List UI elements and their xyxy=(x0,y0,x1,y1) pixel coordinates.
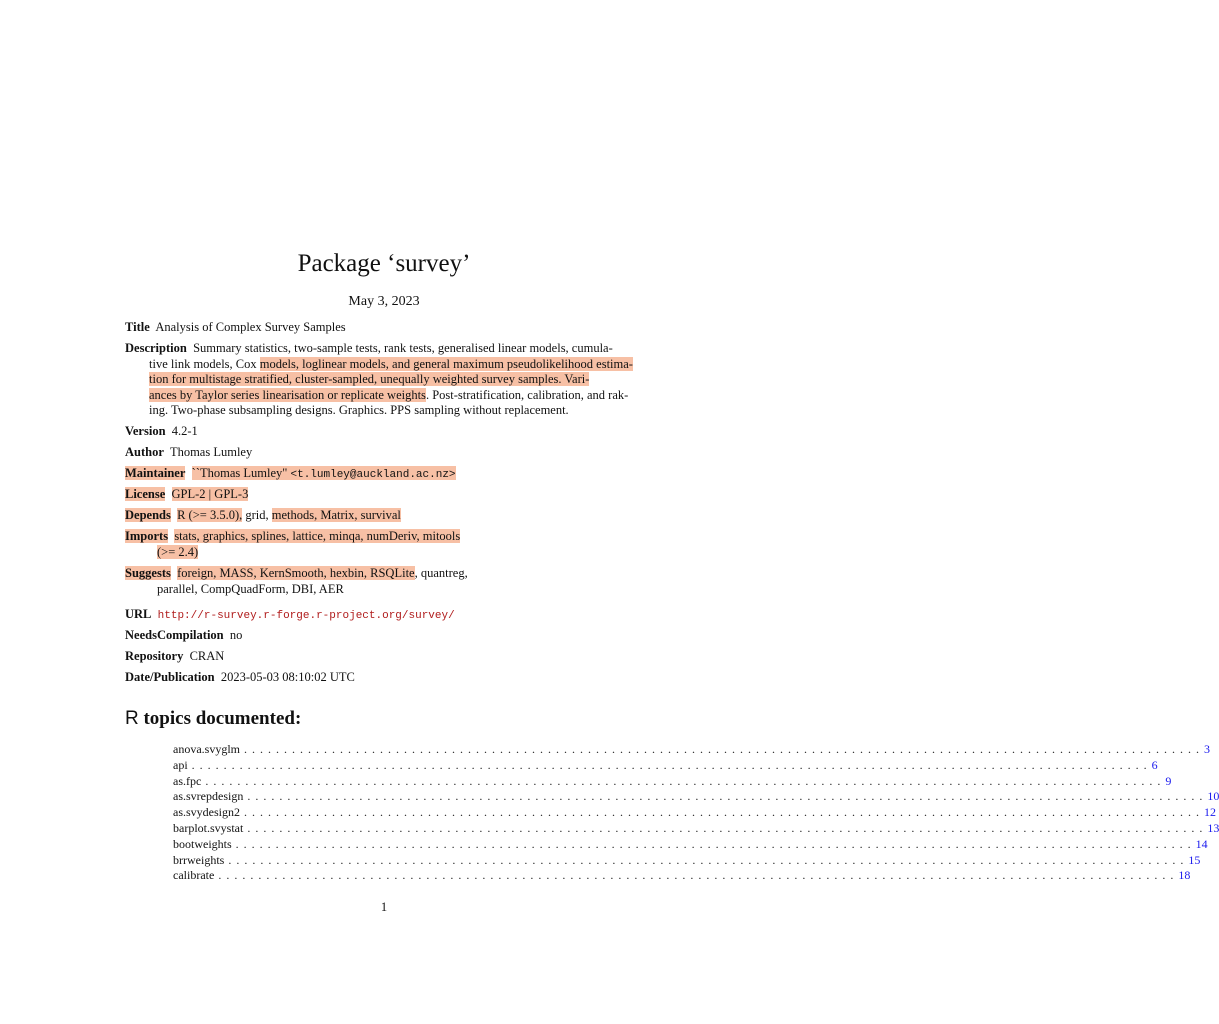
field-value: GPL-2 | GPL-3 xyxy=(171,487,249,501)
toc-heading-r: R xyxy=(125,708,139,729)
toc-item[interactable] xyxy=(173,789,1219,805)
field-value: 2023-05-03 08:10:02 UTC xyxy=(220,670,355,684)
field-key: URL xyxy=(125,607,152,621)
toc-item[interactable] xyxy=(173,805,1216,821)
suggests-b: , quantreg, xyxy=(414,566,468,580)
maintainer-name: ``Thomas Lumley" xyxy=(191,466,288,480)
toc-item-name[interactable]: barplot.svystat xyxy=(173,821,247,836)
toc-item-page[interactable]: 10 xyxy=(1207,789,1219,804)
field-value: Analysis of Complex Survey Samples xyxy=(155,320,346,334)
field-needscompilation xyxy=(125,628,645,644)
toc-leader-dots: ........................................................................................................................ xyxy=(205,773,1166,788)
toc-leader-dots: ........................................................................................................................ xyxy=(247,789,1208,804)
toc-item[interactable] xyxy=(173,757,1158,774)
toc-heading xyxy=(125,708,301,730)
toc-item-name[interactable]: as.fpc xyxy=(173,774,205,789)
field-description xyxy=(125,341,645,419)
toc-item-page[interactable]: 18 xyxy=(1178,868,1191,883)
depends-b: grid, xyxy=(242,508,272,522)
toc-item[interactable] xyxy=(173,742,1210,758)
field-license xyxy=(125,487,645,503)
url-link[interactable]: http://r-survey.r-forge.r-project.org/survey/ xyxy=(157,610,455,622)
field-date-publication xyxy=(125,670,645,686)
field-value: 4.2-1 xyxy=(171,424,198,438)
maintainer-email[interactable]: <t.lumley@auckland.ac.nz> xyxy=(290,469,456,481)
imports-line-2: (>= 2.4) xyxy=(157,544,199,559)
field-value: no xyxy=(229,628,243,642)
field-repository xyxy=(125,649,645,665)
field-key: License xyxy=(125,487,166,501)
description-line-1: Summary statistics, two-sample tests, rank tests, generalised linear models, cumula- xyxy=(193,341,613,355)
toc-item[interactable] xyxy=(173,868,1191,884)
toc-item-page[interactable]: 9 xyxy=(1165,773,1172,788)
toc-item-page[interactable]: 14 xyxy=(1195,836,1208,851)
depends-a: R (>= 3.5.0), xyxy=(177,508,243,522)
description-line-4a: ances by Taylor series linearisation or replicate weights xyxy=(149,387,426,402)
toc-item[interactable] xyxy=(173,773,1172,790)
toc-item-page[interactable]: 12 xyxy=(1204,805,1216,820)
field-key: Author xyxy=(125,445,164,459)
toc-leader-dots: ........................................................................................................................ xyxy=(191,757,1152,772)
toc-item-name[interactable]: anova.svyglm xyxy=(173,742,244,757)
toc-item-name[interactable]: bootweights xyxy=(173,837,236,852)
field-key: Description xyxy=(125,341,187,355)
field-version xyxy=(125,424,645,440)
toc-leader-dots: ........................................................................................................................ xyxy=(235,836,1196,851)
field-suggests xyxy=(125,566,645,597)
field-key: Maintainer xyxy=(125,466,186,480)
toc-leader-dots: ........................................................................................................................ xyxy=(244,805,1204,820)
field-url xyxy=(125,607,645,625)
description-line-5: ing. Two-phase subsampling designs. Graphics. PPS sampling without replacement. xyxy=(149,403,569,417)
page-number: 1 xyxy=(380,900,388,914)
field-key: Repository xyxy=(125,649,184,663)
description-line-3: tion for multistage stratified, cluster-sampled, unequally weighted survey samples. Vari- xyxy=(149,372,590,386)
field-key: Title xyxy=(125,320,150,334)
field-value: CRAN xyxy=(189,649,225,663)
field-author xyxy=(125,445,645,461)
toc-item-name[interactable]: as.svrepdesign xyxy=(173,789,247,804)
field-key: Depends xyxy=(125,508,171,522)
toc-leader-dots: ........................................................................................................................ xyxy=(228,852,1189,867)
suggests-a: foreign, MASS, KernSmooth, hexbin, RSQLite xyxy=(177,566,415,580)
toc-item-page[interactable]: 6 xyxy=(1151,757,1158,772)
field-maintainer xyxy=(125,466,645,484)
field-value: Thomas Lumley xyxy=(169,445,253,459)
field-key: NeedsCompilation xyxy=(125,628,224,642)
toc-item-page[interactable]: 13 xyxy=(1207,820,1219,835)
field-key: Imports xyxy=(125,529,169,543)
toc-item-name[interactable]: as.svydesign2 xyxy=(173,805,244,820)
field-key: Suggests xyxy=(125,566,171,580)
toc-item-name[interactable]: brrweights xyxy=(173,853,228,868)
toc-item[interactable] xyxy=(173,820,1219,837)
toc-leader-dots: ........................................................................................................................ xyxy=(244,742,1204,756)
toc-item-page[interactable]: 15 xyxy=(1188,852,1201,867)
description-line-2b: models, loglinear models, and general maximum pseudolikelihood estima- xyxy=(259,356,633,371)
toc-item-name[interactable]: calibrate xyxy=(173,868,218,883)
package-title: Package ‘survey’ xyxy=(297,250,471,277)
suggests-line-2: parallel, CompQuadForm, DBI, AER xyxy=(157,581,344,596)
field-key: Version xyxy=(125,424,166,438)
toc-leader-dots: ........................................................................................................................ xyxy=(218,868,1179,883)
field-imports xyxy=(125,529,645,560)
package-date: May 3, 2023 xyxy=(348,294,420,309)
toc-item[interactable] xyxy=(173,836,1208,853)
description-line-2a: tive link models, Cox xyxy=(149,356,260,371)
field-depends xyxy=(125,508,645,524)
toc-list xyxy=(173,742,1219,884)
toc-item-page[interactable]: 3 xyxy=(1204,742,1210,756)
field-key: Date/Publication xyxy=(125,670,215,684)
toc-item-name[interactable]: api xyxy=(173,758,192,773)
field-title xyxy=(125,320,645,336)
imports-line-1: stats, graphics, splines, lattice, minqa, numDeriv, mitools xyxy=(174,529,461,543)
toc-leader-dots: ........................................................................................................................ xyxy=(247,820,1208,835)
description-line-4b: . Post-stratification, calibration, and rak- xyxy=(425,387,629,402)
toc-heading-text: topics documented: xyxy=(138,708,302,729)
depends-c: methods, Matrix, survival xyxy=(271,508,401,522)
toc-item[interactable] xyxy=(173,852,1201,869)
